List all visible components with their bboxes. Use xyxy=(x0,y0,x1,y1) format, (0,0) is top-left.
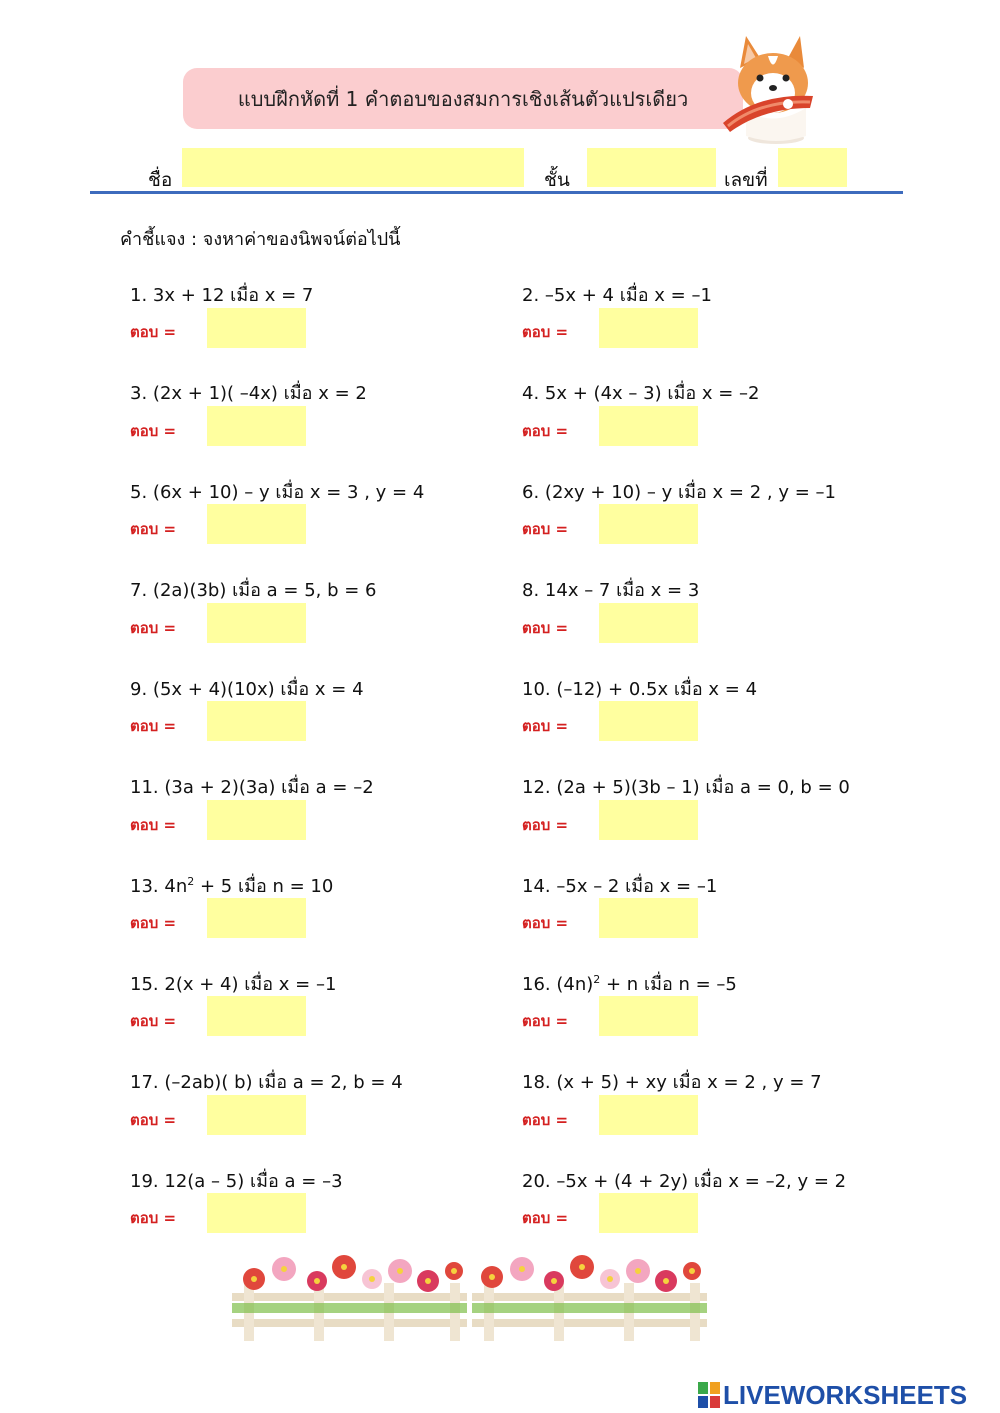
question-17: 17. (–2ab)( b) เมื่อ a = 2, b = 4 xyxy=(130,1072,403,1093)
answer-input-19[interactable] xyxy=(207,1193,306,1233)
question-19: 19. 12(a – 5) เมื่อ a = –3 xyxy=(130,1171,343,1192)
answer-input-4[interactable] xyxy=(599,406,698,446)
question-7: 7. (2a)(3b) เมื่อ a = 5, b = 6 xyxy=(130,580,377,601)
liveworksheets-logo[interactable] xyxy=(698,1380,967,1410)
flower-fence-icon xyxy=(232,1253,467,1343)
answer-label-16: ตอบ = xyxy=(522,1012,569,1030)
answer-input-9[interactable] xyxy=(207,701,306,741)
question-11: 11. (3a + 2)(3a) เมื่อ a = –2 xyxy=(130,777,374,798)
answer-input-2[interactable] xyxy=(599,308,698,348)
answer-input-18[interactable] xyxy=(599,1095,698,1135)
answer-label-6: ตอบ = xyxy=(522,520,569,538)
class-input[interactable] xyxy=(587,148,716,187)
answer-input-3[interactable] xyxy=(207,406,306,446)
worksheet-title-text: แบบฝึกหัดที่ 1 คำตอบของสมการเชิงเส้นตัวแปรเดียว xyxy=(237,86,689,111)
answer-input-14[interactable] xyxy=(599,898,698,938)
answer-label-4: ตอบ = xyxy=(522,422,569,440)
question-3: 3. (2x + 1)( –4x) เมื่อ x = 2 xyxy=(130,383,367,404)
question-15: 15. 2(x + 4) เมื่อ x = –1 xyxy=(130,974,337,995)
answer-label-8: ตอบ = xyxy=(522,619,569,637)
answer-label-1: ตอบ = xyxy=(130,323,177,341)
question-8: 8. 14x – 7 เมื่อ x = 3 xyxy=(522,580,700,601)
flower-fence-icon xyxy=(472,1253,707,1343)
question-6: 6. (2xy + 10) – y เมื่อ x = 2 , y = –1 xyxy=(522,482,836,503)
answer-label-5: ตอบ = xyxy=(130,520,177,538)
answer-input-6[interactable] xyxy=(599,504,698,544)
answer-label-18: ตอบ = xyxy=(522,1111,569,1129)
liveworksheets-logo-text: LIVEWORKSHEETS xyxy=(723,1379,968,1410)
instructions: คำชี้แจง : จงหาค่าของนิพจน์ต่อไปนี้ xyxy=(120,229,401,250)
answer-input-20[interactable] xyxy=(599,1193,698,1233)
answer-label-10: ตอบ = xyxy=(522,717,569,735)
name-input[interactable] xyxy=(182,148,524,187)
answer-input-13[interactable] xyxy=(207,898,306,938)
question-2: 2. –5x + 4 เมื่อ x = –1 xyxy=(522,285,712,306)
class-label: ชั้น xyxy=(544,169,570,191)
answer-label-19: ตอบ = xyxy=(130,1209,177,1227)
question-20: 20. –5x + (4 + 2y) เมื่อ x = –2, y = 2 xyxy=(522,1171,847,1192)
name-label: ชื่อ xyxy=(148,169,173,191)
number-label: เลขที่ xyxy=(724,169,768,191)
answer-input-10[interactable] xyxy=(599,701,698,741)
question-4: 4. 5x + (4x – 3) เมื่อ x = –2 xyxy=(522,383,760,404)
answer-input-7[interactable] xyxy=(207,603,306,643)
answer-label-14: ตอบ = xyxy=(522,914,569,932)
header-divider xyxy=(90,191,903,194)
answer-label-12: ตอบ = xyxy=(522,816,569,834)
answer-input-5[interactable] xyxy=(207,504,306,544)
answer-label-3: ตอบ = xyxy=(130,422,177,440)
answer-label-17: ตอบ = xyxy=(130,1111,177,1129)
question-1: 1. 3x + 12 เมื่อ x = 7 xyxy=(130,285,314,306)
answer-input-11[interactable] xyxy=(207,800,306,840)
answer-input-12[interactable] xyxy=(599,800,698,840)
student-number-input[interactable] xyxy=(778,148,847,187)
answer-input-17[interactable] xyxy=(207,1095,306,1135)
answer-input-16[interactable] xyxy=(599,996,698,1036)
liveworksheets-logo-icon xyxy=(698,1382,720,1408)
question-10: 10. (–12) + 0.5x เมื่อ x = 4 xyxy=(522,679,758,700)
answer-input-1[interactable] xyxy=(207,308,306,348)
answer-label-11: ตอบ = xyxy=(130,816,177,834)
answer-label-9: ตอบ = xyxy=(130,717,177,735)
answer-label-15: ตอบ = xyxy=(130,1012,177,1030)
question-13: 13. $4n^2 + 5$ เมื่อ n = 10 xyxy=(130,875,334,897)
worksheet-title xyxy=(183,68,743,129)
answer-label-20: ตอบ = xyxy=(522,1209,569,1227)
answer-label-7: ตอบ = xyxy=(130,619,177,637)
answer-label-2: ตอบ = xyxy=(522,323,569,341)
answer-input-15[interactable] xyxy=(207,996,306,1036)
corgi-mascot-icon xyxy=(718,28,818,148)
question-9: 9. (5x + 4)(10x) เมื่อ x = 4 xyxy=(130,679,364,700)
answer-label-13: ตอบ = xyxy=(130,914,177,932)
question-16: 16. $(4n)^2 + n$ เมื่อ n = –5 xyxy=(522,973,737,995)
question-18: 18. (x + 5) + xy เมื่อ x = 2 , y = 7 xyxy=(522,1072,822,1093)
question-5: 5. (6x + 10) – y เมื่อ x = 3 , y = 4 xyxy=(130,482,425,503)
question-12: 12. (2a + 5)(3b – 1) เมื่อ a = 0, b = 0 xyxy=(522,777,850,798)
answer-input-8[interactable] xyxy=(599,603,698,643)
question-14: 14. –5x – 2 เมื่อ x = –1 xyxy=(522,876,718,897)
